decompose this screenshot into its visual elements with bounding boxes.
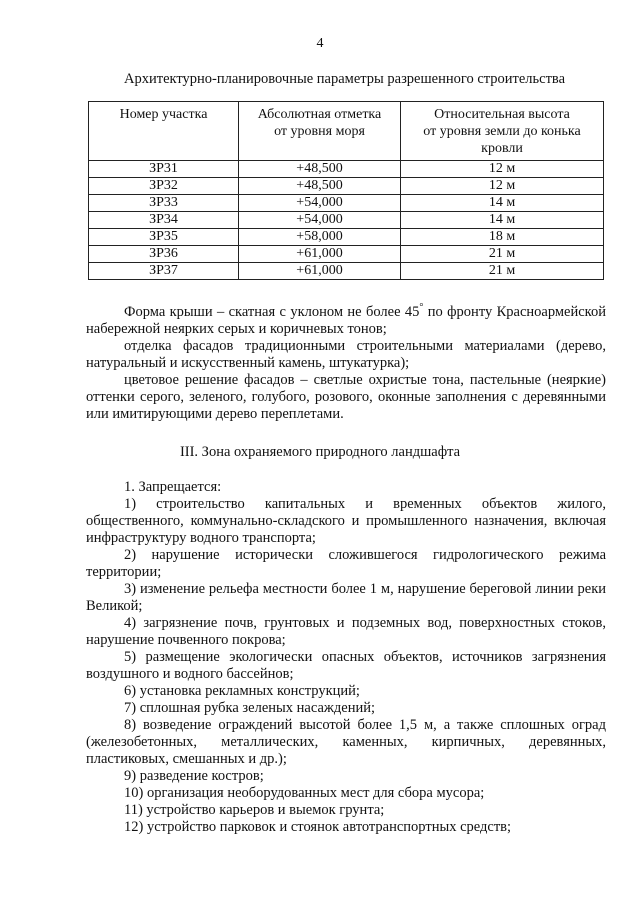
roof-text-continued: по фронту Красноармейской набережной неярких серых и коричневых тонов; <box>86 303 606 337</box>
cell-altitude: +54,000 <box>239 195 401 212</box>
list-item: 12) устройство парковок и стоянок автотранспортных средств; <box>124 819 512 835</box>
list-item: 9) разведение костров; <box>124 768 264 784</box>
cell-plot: ЗР33 <box>89 195 239 212</box>
cell-plot: ЗР34 <box>89 212 239 229</box>
cell-height: 21 м <box>401 263 604 280</box>
color-scheme-requirement: цветовое решение фасадов – светлые охристые тона, пастельные (неяркие) оттенки серого, зеленого, голубого, розового, оконные заполнения с деревянными или имитирующими дерево переплетами. <box>86 371 606 422</box>
list-item: 11) устройство карьеров и выемок грунта; <box>124 802 385 818</box>
cell-plot: ЗР32 <box>89 178 239 195</box>
header-height-line1: Относительная высота <box>434 107 570 122</box>
section-heading: III. Зона охраняемого природного ландшафта <box>179 444 461 460</box>
cell-height: 12 м <box>401 161 604 178</box>
cell-altitude: +48,500 <box>239 161 401 178</box>
list-item: 5) размещение экологически опасных объектов, источников загрязнения воздушного и водного бассейнов; <box>86 649 606 682</box>
list-item: 8) возведение ограждений высотой более 1,5 м, а также сплошных оград (железобетонных, металлических, каменных, кирпичных, деревянных, пластиковых, смешанных и др.); <box>86 717 606 767</box>
roof-text: Форма крыши – скатная с уклоном не более 45 <box>124 303 420 320</box>
cell-height: 21 м <box>401 246 604 263</box>
table-row <box>89 246 604 263</box>
table-row <box>89 263 604 280</box>
cell-altitude: +61,000 <box>239 263 401 280</box>
list-item: 4) загрязнение почв, грунтовых и подземных вод, поверхностных стоков, нарушение почвенного покрова; <box>86 615 606 648</box>
table-row <box>89 212 604 229</box>
prohibitions-intro: 1. Запрещается: <box>124 479 222 495</box>
parameters-table <box>88 101 604 280</box>
list-item: 10) организация необорудованных мест для сбора мусора; <box>124 785 485 801</box>
header-relative-height <box>401 102 604 161</box>
cell-plot: ЗР36 <box>89 246 239 263</box>
header-height-line2: от уровня земли до конька <box>423 124 581 139</box>
header-altitude-line1: Абсолютная отметка <box>257 107 382 122</box>
cell-height: 18 м <box>401 229 604 246</box>
degree-symbol: ° <box>419 302 424 313</box>
cell-altitude: +48,500 <box>239 178 401 195</box>
cell-altitude: +61,000 <box>239 246 401 263</box>
facade-finish-requirement: отделка фасадов традиционными строительными материалами (дерево, натуральный и искусственный камень, штукатурка); <box>86 337 606 371</box>
page-number: 4 <box>316 36 324 51</box>
cell-altitude: +58,000 <box>239 229 401 246</box>
list-item: 3) изменение рельефа местности более 1 м, нарушение береговой линии реки Великой; <box>86 581 606 614</box>
table-row <box>89 195 604 212</box>
table-row <box>89 178 604 195</box>
cell-plot: ЗР31 <box>89 161 239 178</box>
header-height-line3: кровли <box>481 141 523 156</box>
prohibitions-list <box>86 479 606 836</box>
cell-height: 14 м <box>401 195 604 212</box>
roof-requirement <box>86 299 606 338</box>
table-header-row <box>89 102 604 161</box>
cell-plot: ЗР37 <box>89 263 239 280</box>
table-title: Архитектурно-планировочные параметры разрешенного строительства <box>124 71 566 87</box>
table-row <box>89 229 604 246</box>
list-item: 6) установка рекламных конструкций; <box>124 683 360 699</box>
cell-height: 14 м <box>401 212 604 229</box>
table-row <box>89 161 604 178</box>
list-item: 7) сплошная рубка зеленых насаждений; <box>124 700 376 716</box>
requirements-block <box>86 299 606 423</box>
header-absolute-altitude <box>239 102 401 161</box>
header-plot-text: Номер участка <box>119 107 208 122</box>
list-item: 2) нарушение исторически сложившегося гидрологического режима территории; <box>86 547 606 580</box>
cell-altitude: +54,000 <box>239 212 401 229</box>
cell-height: 12 м <box>401 178 604 195</box>
list-item: 1) строительство капитальных и временных объектов жилого, общественного, коммунально-складского и промышленного назначения, включая инфраструктуру водного транспорта; <box>86 496 606 546</box>
cell-plot: ЗР35 <box>89 229 239 246</box>
header-plot-number <box>89 102 239 161</box>
header-altitude-line2: от уровня моря <box>274 124 365 139</box>
